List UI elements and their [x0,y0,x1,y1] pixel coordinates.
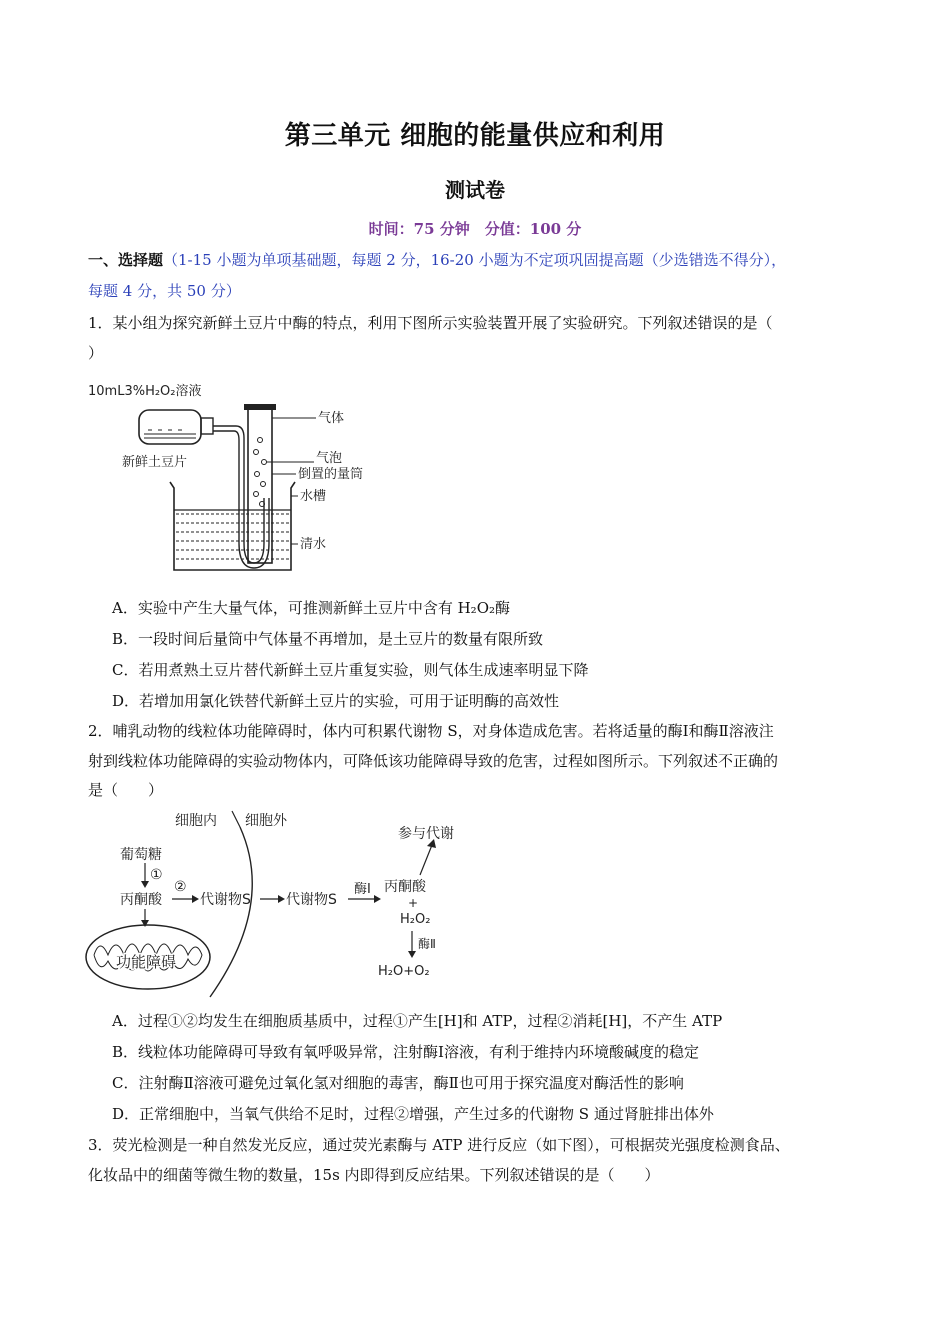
q2-label-product: H₂O+O₂ [378,964,430,979]
q1-bubbles [254,438,267,507]
q2-arrow-7-head [141,920,149,927]
q1-cylinder-base [244,404,276,410]
q1-potato-slices [144,430,196,438]
q1-option-a: A．实验中产生大量气体，可推测新鲜土豆片中含有 H₂O₂酶 [112,599,511,617]
q2-option-a: A．过程①②均发生在细胞质基质中，过程①产生[H]和 ATP，过程②消耗[H]，不产生 ATP [112,1012,723,1030]
q2-label-plus: + [408,896,419,910]
q2-label-enzyme2: 酶Ⅱ [418,937,436,951]
q1-water [176,514,290,559]
q2-label-pyruvate2: 丙酮酸 [384,879,426,895]
q1-water-tank [170,482,295,570]
q2-arrow-2-head [192,895,199,903]
section-heading: 一、选择题 [88,251,164,269]
q2-arrow-4-head [374,895,381,903]
q2-pathway-diagram [80,805,500,1005]
q1-label-tank: 水槽 [300,489,327,504]
q2-label-pyruvate: 丙酮酸 [120,892,162,908]
q1-bottle [139,410,201,444]
section-note-1: （1-15 小题为单项基础题，每题 2 分，16-20 小题为不定项巩固提高题（少选错选不得分）， [163,251,787,269]
q1-label-solution: 10mL3%H₂O₂溶液 [88,384,202,399]
q2-label-outside: 细胞外 [245,813,287,829]
q1-bottle-neck [201,418,213,434]
q1-delivery-tube-outer [213,431,269,568]
q2-label-glucose: 葡萄糖 [120,847,162,863]
page-title: 第三单元 细胞的能量供应和利用 [284,121,666,151]
q2-arrow-5 [420,845,432,875]
q2-label-h2o2: H₂O₂ [400,912,431,927]
q1-label-cylinder: 倒置的量筒 [298,467,364,482]
q1-apparatus-diagram [86,378,386,578]
q1-label-water: 清水 [300,537,327,552]
q2-divider-tick [232,811,240,827]
q1-stem-1: 1．某小组为探究新鲜土豆片中酶的特点，利用下图所示实验装置开展了实验研究。下列叙述错误的是（ [88,314,773,332]
q2-stem-3: 是（ ） [88,781,164,799]
q2-label-enzyme1: 酶Ⅰ [354,882,371,897]
q2-arrow-6-head [408,951,416,958]
q2-label-mito: 功能障碍 [116,953,177,971]
q2-label-step1: ① [150,867,163,883]
page-subtitle: 测试卷 [445,178,505,202]
q3-stem-1: 3．荧光检测是一种自然发光反应，通过荧光素酶与 ATP 进行反应（如下图），可根据荧光强度检测食品、 [88,1136,790,1154]
q1-option-c: C．若用煮熟土豆片替代新鲜土豆片重复实验，则气体生成速率明显下降 [112,661,589,679]
q1-option-d: D．若增加用氯化铁替代新鲜土豆片的实验，可用于证明酶的高效性 [112,692,560,710]
q2-label-metab-in: 代谢物S [200,892,251,908]
q1-label-potato: 新鲜土豆片 [122,455,188,470]
exam-meta: 时间：75 分钟 分值：100 分 [368,220,582,238]
section-heading-line [88,250,786,270]
q1-label-gas: 气体 [318,411,345,426]
q2-label-inside: 细胞内 [175,813,217,829]
q2-label-participate: 参与代谢 [398,826,454,842]
q1-label-bubble: 气泡 [316,451,343,466]
q2-label-step2: ② [174,879,187,895]
q1-option-b: B．一段时间后量筒中气体量不再增加，是土豆片的数量有限所致 [112,630,544,648]
q2-label-metab-out: 代谢物S [286,892,337,908]
q2-cell-membrane [210,827,252,997]
q2-arrow-3-head [278,895,285,903]
q2-option-b: B．线粒体功能障碍可导致有氧呼吸异常，注射酶Ⅰ溶液，有利于维持内环境酸碱度的稳定 [112,1043,699,1061]
q2-arrow-1-head [141,881,149,888]
q2-stem-2: 射到线粒体功能障碍的实验动物体内，可降低该功能障碍导致的危害，过程如图所示。下列叙述不正确的 [88,752,779,770]
q3-stem-2: 化妆品中的细菌等微生物的数量，15s 内即得到反应结果。下列叙述错误的是（ ） [88,1166,660,1184]
q2-stem-1: 2．哺乳动物的线粒体功能障碍时，体内可积累代谢物 S，对身体造成危害。若将适量的酶Ⅰ和酶Ⅱ溶液注 [88,722,774,740]
q2-option-c: C．注射酶Ⅱ溶液可避免过氧化氢对细胞的毒害，酶Ⅱ也可用于探究温度对酶活性的影响 [112,1074,684,1092]
q2-option-d: D．正常细胞中，当氧气供给不足时，过程②增强，产生过多的代谢物 S 通过肾脏排出体外 [112,1105,714,1123]
section-note-2: 每题 4 分，共 50 分） [88,282,241,300]
q1-stem-2: ） [88,344,104,362]
